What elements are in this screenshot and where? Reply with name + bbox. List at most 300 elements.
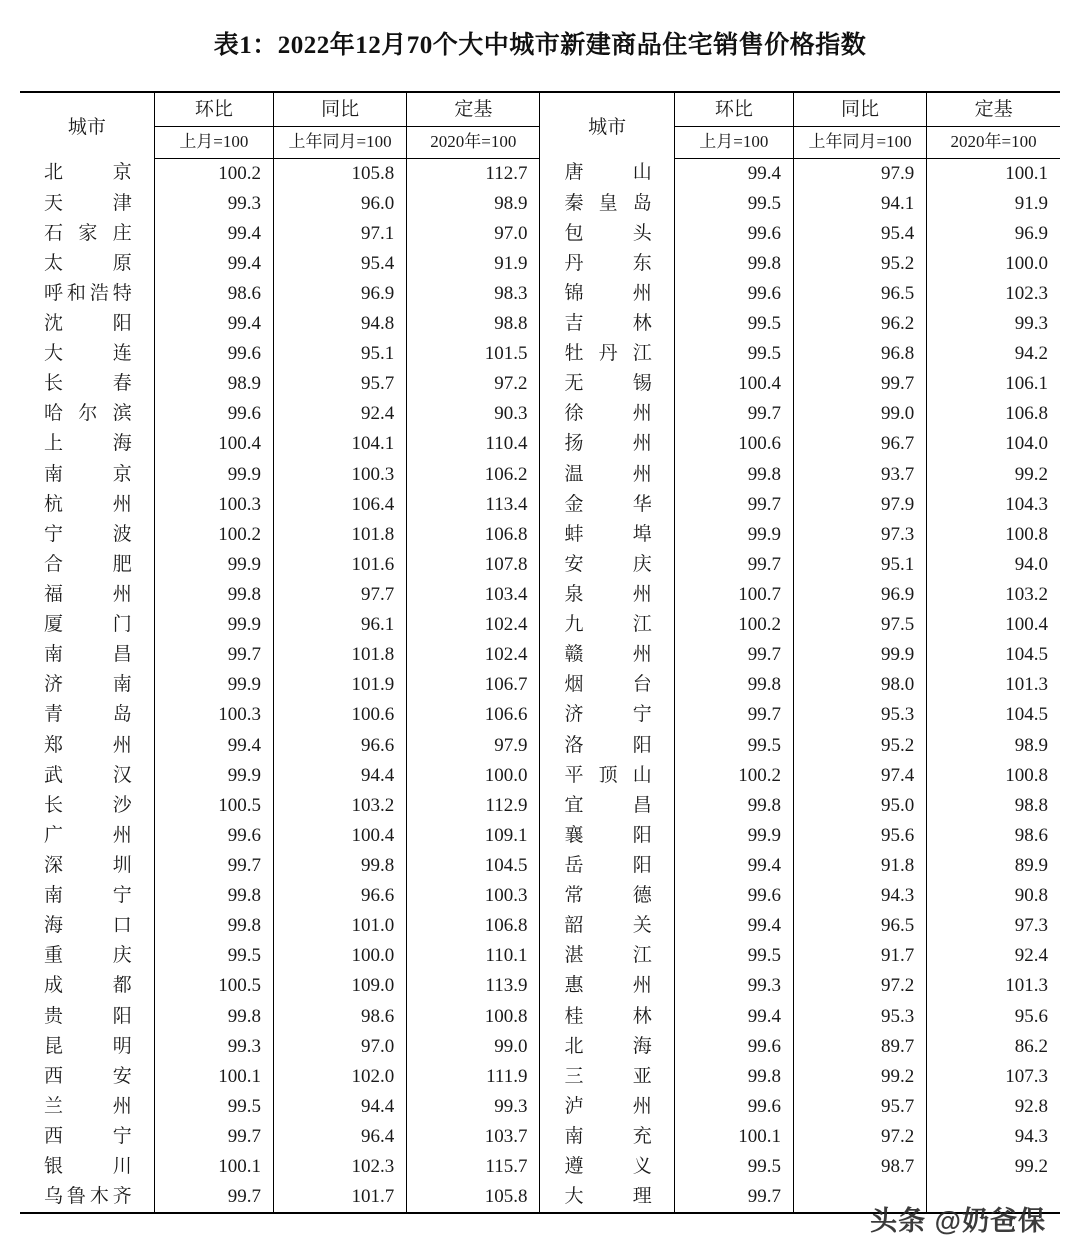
value-mom-left: 99.4 [154,309,273,339]
city-name-right: 丹 东 [540,249,674,279]
header-fixed-sub-right: 2020年=100 [927,127,1060,158]
value-mom-right: 100.1 [674,1122,793,1152]
value-yoy-left: 94.4 [273,761,406,791]
value-yoy-right: 97.5 [793,610,926,640]
value-fixed-right: 99.3 [927,309,1060,339]
value-fixed-right: 104.0 [927,429,1060,459]
city-name-right: 桂 林 [540,1002,674,1032]
value-mom-left: 99.8 [154,911,273,941]
value-fixed-right: 96.9 [927,219,1060,249]
value-mom-right: 99.8 [674,791,793,821]
city-name-right: 无 锡 [540,369,674,399]
value-mom-left: 100.5 [154,971,273,1001]
city-name-right: 烟 台 [540,670,674,700]
value-yoy-left: 101.8 [273,640,406,670]
value-fixed-right: 100.8 [927,520,1060,550]
table-row [20,158,1060,189]
value-fixed-right: 100.1 [927,158,1060,189]
value-fixed-left: 115.7 [407,1152,540,1182]
value-mom-left: 100.1 [154,1152,273,1182]
value-mom-right: 99.9 [674,821,793,851]
header-mom-sub-right: 上月=100 [674,127,793,158]
value-yoy-right: 99.9 [793,640,926,670]
table-row [20,550,1060,580]
header-fixed-sub-left: 2020年=100 [407,127,540,158]
value-yoy-right: 97.9 [793,158,926,189]
value-yoy-left: 97.0 [273,1032,406,1062]
value-yoy-left: 92.4 [273,399,406,429]
value-yoy-left: 96.6 [273,881,406,911]
value-mom-left: 99.8 [154,1002,273,1032]
value-fixed-right: 92.8 [927,1092,1060,1122]
table-row [20,670,1060,700]
value-yoy-left: 101.8 [273,520,406,550]
value-fixed-left: 99.3 [407,1092,540,1122]
page-title: 表1：2022年12月70个大中城市新建商品住宅销售价格指数 [213,32,867,59]
city-name-left: 贵 阳 [44,1005,132,1027]
value-yoy-left: 100.3 [273,460,406,490]
header-yoy-sub-right: 上年同月=100 [793,127,926,158]
value-mom-left: 99.5 [154,941,273,971]
value-mom-left: 99.4 [154,731,273,761]
value-yoy-right: 97.9 [793,490,926,520]
value-fixed-left: 98.3 [407,279,540,309]
value-mom-right: 99.7 [674,399,793,429]
value-yoy-right: 97.3 [793,520,926,550]
value-mom-left: 99.4 [154,249,273,279]
table-row [20,821,1060,851]
value-yoy-right: 95.6 [793,821,926,851]
value-yoy-left: 94.8 [273,309,406,339]
city-name-right: 泸 州 [540,1092,674,1122]
value-yoy-right: 89.7 [793,1032,926,1062]
table-row [20,399,1060,429]
city-name-left: 兰 州 [44,1095,132,1117]
city-name-right: 大 理 [540,1182,674,1213]
table-container [20,63,1060,1215]
value-yoy-right: 95.2 [793,731,926,761]
header-row-top [20,92,1060,127]
value-yoy-right: 96.2 [793,309,926,339]
city-name-right: 湛 江 [540,941,674,971]
header-mom-right: 环比 [674,92,793,127]
city-name-left: 乌鲁木齐 [20,1182,154,1213]
city-name-left: 昆 明 [44,1035,132,1057]
value-yoy-left: 102.0 [273,1062,406,1092]
value-mom-left: 100.3 [154,490,273,520]
city-name-right: 常 德 [540,881,674,911]
value-mom-left: 100.1 [154,1062,273,1092]
value-yoy-right: 94.3 [793,881,926,911]
value-fixed-left: 110.4 [407,429,540,459]
value-fixed-left: 113.4 [407,490,540,520]
value-yoy-right: 96.8 [793,339,926,369]
value-yoy-left: 95.7 [273,369,406,399]
value-mom-right: 99.8 [674,460,793,490]
table-row [20,189,1060,219]
value-yoy-right: 95.7 [793,1092,926,1122]
value-yoy-left: 99.8 [273,851,406,881]
value-mom-left: 100.5 [154,791,273,821]
value-yoy-right: 95.0 [793,791,926,821]
header-yoy-right: 同比 [793,92,926,127]
value-mom-left: 99.9 [154,460,273,490]
value-mom-right: 100.4 [674,369,793,399]
table-row [20,1062,1060,1092]
value-mom-right: 99.7 [674,490,793,520]
city-name-right: 襄 阳 [540,821,674,851]
value-yoy-right [793,1182,926,1213]
value-fixed-left: 102.4 [407,610,540,640]
value-yoy-left: 101.7 [273,1182,406,1213]
value-fixed-left: 91.9 [407,249,540,279]
value-fixed-right: 97.3 [927,911,1060,941]
value-yoy-left: 104.1 [273,429,406,459]
table-row [20,429,1060,459]
city-name-right: 徐 州 [540,399,674,429]
value-fixed-left: 98.9 [407,189,540,219]
value-fixed-right: 100.8 [927,761,1060,791]
value-mom-right: 99.8 [674,670,793,700]
city-name-left: 北 京 [44,162,132,184]
value-fixed-right: 101.3 [927,971,1060,1001]
city-name-right: 包 头 [540,219,674,249]
value-mom-left: 99.9 [154,670,273,700]
value-yoy-left: 103.2 [273,791,406,821]
city-name-left: 长 沙 [44,794,132,816]
value-fixed-left: 100.3 [407,881,540,911]
value-mom-right: 99.4 [674,158,793,189]
value-fixed-left: 102.4 [407,640,540,670]
value-mom-left: 100.2 [154,158,273,189]
value-yoy-right: 96.7 [793,429,926,459]
city-name-left: 成 都 [44,975,132,997]
value-yoy-right: 93.7 [793,460,926,490]
value-fixed-right: 100.0 [927,249,1060,279]
value-mom-left: 99.7 [154,851,273,881]
value-mom-left: 99.7 [154,640,273,670]
city-name-right: 遵 义 [540,1152,674,1182]
city-name-right: 三 亚 [540,1062,674,1092]
value-yoy-left: 109.0 [273,971,406,1001]
value-mom-right: 99.5 [674,1152,793,1182]
value-mom-right: 100.7 [674,580,793,610]
city-name-right: 金 华 [540,490,674,520]
city-name-left: 银 川 [44,1156,132,1178]
table-row [20,610,1060,640]
city-name-left: 南 昌 [44,644,132,666]
value-fixed-left: 90.3 [407,399,540,429]
value-mom-left: 99.9 [154,610,273,640]
value-fixed-right: 103.2 [927,580,1060,610]
city-name-left: 太 原 [44,252,132,274]
value-mom-right: 99.5 [674,941,793,971]
city-name-left: 南 京 [44,463,132,485]
value-mom-left: 99.6 [154,821,273,851]
table-row [20,460,1060,490]
table-row [20,731,1060,761]
value-yoy-left: 97.1 [273,219,406,249]
city-name-left: 天 津 [44,192,132,214]
table-body [20,158,1060,1213]
value-yoy-right: 95.1 [793,550,926,580]
value-fixed-left: 112.9 [407,791,540,821]
value-mom-right: 99.5 [674,189,793,219]
city-name-right: 南 充 [540,1122,674,1152]
value-yoy-right: 99.2 [793,1062,926,1092]
city-name-left: 青 岛 [44,704,132,726]
value-fixed-left: 111.9 [407,1062,540,1092]
value-fixed-left: 113.9 [407,971,540,1001]
value-mom-left: 100.3 [154,700,273,730]
city-name-left: 郑 州 [44,734,132,756]
value-mom-right: 100.2 [674,610,793,640]
table-row [20,249,1060,279]
city-name-left: 福 州 [44,584,132,606]
value-fixed-right: 86.2 [927,1032,1060,1062]
city-name-left: 广 州 [44,824,132,846]
value-yoy-left: 97.7 [273,580,406,610]
value-mom-right: 100.6 [674,429,793,459]
value-yoy-right: 96.5 [793,911,926,941]
value-mom-left: 99.5 [154,1092,273,1122]
value-mom-right: 99.7 [674,550,793,580]
city-name-right: 泉 州 [540,580,674,610]
value-mom-right: 99.8 [674,249,793,279]
table-row [20,761,1060,791]
value-yoy-left: 96.1 [273,610,406,640]
value-mom-left: 99.7 [154,1182,273,1213]
table-row [20,971,1060,1001]
header-mom-sub-left: 上月=100 [154,127,273,158]
city-name-right: 扬 州 [540,429,674,459]
value-fixed-left: 100.8 [407,1002,540,1032]
value-fixed-right: 98.8 [927,791,1060,821]
value-yoy-right: 95.4 [793,219,926,249]
city-name-left: 大 连 [44,343,132,365]
table-row [20,791,1060,821]
table-row [20,1002,1060,1032]
value-mom-left: 99.7 [154,1122,273,1152]
value-yoy-left: 101.9 [273,670,406,700]
value-fixed-right: 94.0 [927,550,1060,580]
header-yoy-left: 同比 [273,92,406,127]
value-yoy-left: 101.6 [273,550,406,580]
value-mom-right: 99.5 [674,339,793,369]
value-mom-right: 99.7 [674,1182,793,1213]
header-city-left: 城市 [20,92,154,159]
value-yoy-right: 96.5 [793,279,926,309]
value-fixed-right: 104.5 [927,700,1060,730]
value-mom-right: 99.8 [674,1062,793,1092]
value-mom-right: 99.7 [674,700,793,730]
city-name-left: 长 春 [44,373,132,395]
value-fixed-right: 104.5 [927,640,1060,670]
city-name-right: 温 州 [540,460,674,490]
value-mom-right: 99.6 [674,219,793,249]
value-yoy-left: 105.8 [273,158,406,189]
value-fixed-right: 90.8 [927,881,1060,911]
value-yoy-right: 95.3 [793,1002,926,1032]
value-mom-right: 99.9 [674,520,793,550]
value-yoy-right: 97.2 [793,1122,926,1152]
value-fixed-right: 107.3 [927,1062,1060,1092]
table-row [20,219,1060,249]
table-row [20,520,1060,550]
table-row [20,700,1060,730]
value-fixed-left: 106.2 [407,460,540,490]
value-fixed-left: 104.5 [407,851,540,881]
value-mom-right: 100.2 [674,761,793,791]
value-yoy-right: 99.0 [793,399,926,429]
value-yoy-right: 91.8 [793,851,926,881]
value-mom-right: 99.7 [674,640,793,670]
header-mom-left: 环比 [154,92,273,127]
value-mom-left: 99.3 [154,1032,273,1062]
table-row [20,1152,1060,1182]
value-fixed-left: 107.8 [407,550,540,580]
value-fixed-right: 98.9 [927,731,1060,761]
value-mom-right: 99.6 [674,279,793,309]
value-yoy-left: 95.4 [273,249,406,279]
city-name-right: 九 江 [540,610,674,640]
value-mom-right: 99.6 [674,1032,793,1062]
city-name-left: 西 安 [44,1065,132,1087]
value-fixed-right: 106.8 [927,399,1060,429]
value-yoy-right: 98.7 [793,1152,926,1182]
value-fixed-right [927,1182,1060,1213]
value-yoy-right: 99.7 [793,369,926,399]
value-fixed-right: 98.6 [927,821,1060,851]
value-yoy-right: 97.2 [793,971,926,1001]
value-mom-right: 99.4 [674,911,793,941]
value-yoy-left: 96.9 [273,279,406,309]
city-name-left: 济 南 [44,674,132,696]
city-name-left: 深 圳 [44,855,132,877]
watermark: 头条 @奶爸保 [870,1206,1046,1236]
table-row [20,309,1060,339]
value-fixed-left: 109.1 [407,821,540,851]
table-row [20,851,1060,881]
value-mom-right: 99.4 [674,1002,793,1032]
header-fixed-right: 定基 [927,92,1060,127]
city-name-left: 武 汉 [44,764,132,786]
table-row [20,1122,1060,1152]
city-name-right: 秦 皇 岛 [540,189,674,219]
city-name-right: 吉 林 [540,309,674,339]
city-name-left: 合 肥 [44,553,132,575]
city-name-right: 韶 关 [540,911,674,941]
value-yoy-left: 106.4 [273,490,406,520]
value-yoy-left: 96.6 [273,731,406,761]
value-mom-left: 99.3 [154,189,273,219]
price-index-table [20,91,1060,1215]
value-fixed-right: 92.4 [927,941,1060,971]
value-fixed-right: 106.1 [927,369,1060,399]
value-fixed-right: 104.3 [927,490,1060,520]
city-name-left: 上 海 [44,433,132,455]
value-yoy-left: 100.6 [273,700,406,730]
value-yoy-right: 95.2 [793,249,926,279]
value-mom-left: 99.4 [154,219,273,249]
value-yoy-right: 94.1 [793,189,926,219]
value-fixed-right: 100.4 [927,610,1060,640]
table-row [20,490,1060,520]
header-yoy-sub-left: 上年同月=100 [273,127,406,158]
value-mom-left: 99.8 [154,881,273,911]
header-city-right: 城市 [540,92,674,159]
table-row [20,1032,1060,1062]
value-yoy-left: 96.4 [273,1122,406,1152]
value-fixed-right: 102.3 [927,279,1060,309]
city-name-left: 厦 门 [44,614,132,636]
table-row [20,1182,1060,1213]
value-fixed-left: 97.9 [407,731,540,761]
table-row [20,279,1060,309]
city-name-right: 北 海 [540,1032,674,1062]
city-name-left: 西 宁 [44,1126,132,1147]
value-mom-left: 99.6 [154,339,273,369]
value-fixed-right: 99.2 [927,1152,1060,1182]
value-fixed-left: 97.0 [407,219,540,249]
value-mom-right: 99.3 [674,971,793,1001]
value-fixed-left: 106.8 [407,520,540,550]
value-yoy-left: 95.1 [273,339,406,369]
city-name-right: 岳 阳 [540,851,674,881]
value-fixed-right: 94.3 [927,1122,1060,1152]
table-row [20,881,1060,911]
value-mom-left: 99.9 [154,761,273,791]
city-name-left: 呼和浩特 [44,282,132,304]
city-name-left: 南 宁 [44,885,132,907]
city-name-left: 杭 州 [44,493,132,515]
city-name-right: 赣 州 [540,640,674,670]
value-fixed-left: 106.8 [407,911,540,941]
value-fixed-left: 106.6 [407,700,540,730]
value-yoy-left: 100.0 [273,941,406,971]
value-mom-right: 99.4 [674,851,793,881]
value-fixed-right: 99.2 [927,460,1060,490]
value-fixed-right: 95.6 [927,1002,1060,1032]
value-fixed-left: 103.7 [407,1122,540,1152]
value-fixed-left: 97.2 [407,369,540,399]
city-name-right: 锦 州 [540,279,674,309]
city-name-right: 唐 山 [540,158,674,189]
value-mom-left: 99.6 [154,399,273,429]
value-fixed-left: 106.7 [407,670,540,700]
value-mom-right: 99.5 [674,731,793,761]
value-yoy-right: 96.9 [793,580,926,610]
city-name-left: 石 家 庄 [44,222,132,244]
city-name-right: 惠 州 [540,971,674,1001]
city-name-right: 牡 丹 江 [540,339,674,369]
value-mom-left: 99.9 [154,550,273,580]
city-name-right: 蚌 埠 [540,520,674,550]
city-name-right: 洛 阳 [540,731,674,761]
value-mom-left: 99.8 [154,580,273,610]
value-yoy-left: 94.4 [273,1092,406,1122]
value-mom-left: 100.4 [154,429,273,459]
value-yoy-right: 97.4 [793,761,926,791]
value-yoy-left: 101.0 [273,911,406,941]
value-fixed-left: 101.5 [407,339,540,369]
value-mom-right: 99.6 [674,881,793,911]
city-name-left: 重 庆 [44,945,132,967]
value-mom-left: 98.6 [154,279,273,309]
value-fixed-left: 105.8 [407,1182,540,1213]
city-name-left: 哈 尔 滨 [44,403,132,425]
header-fixed-left: 定基 [407,92,540,127]
